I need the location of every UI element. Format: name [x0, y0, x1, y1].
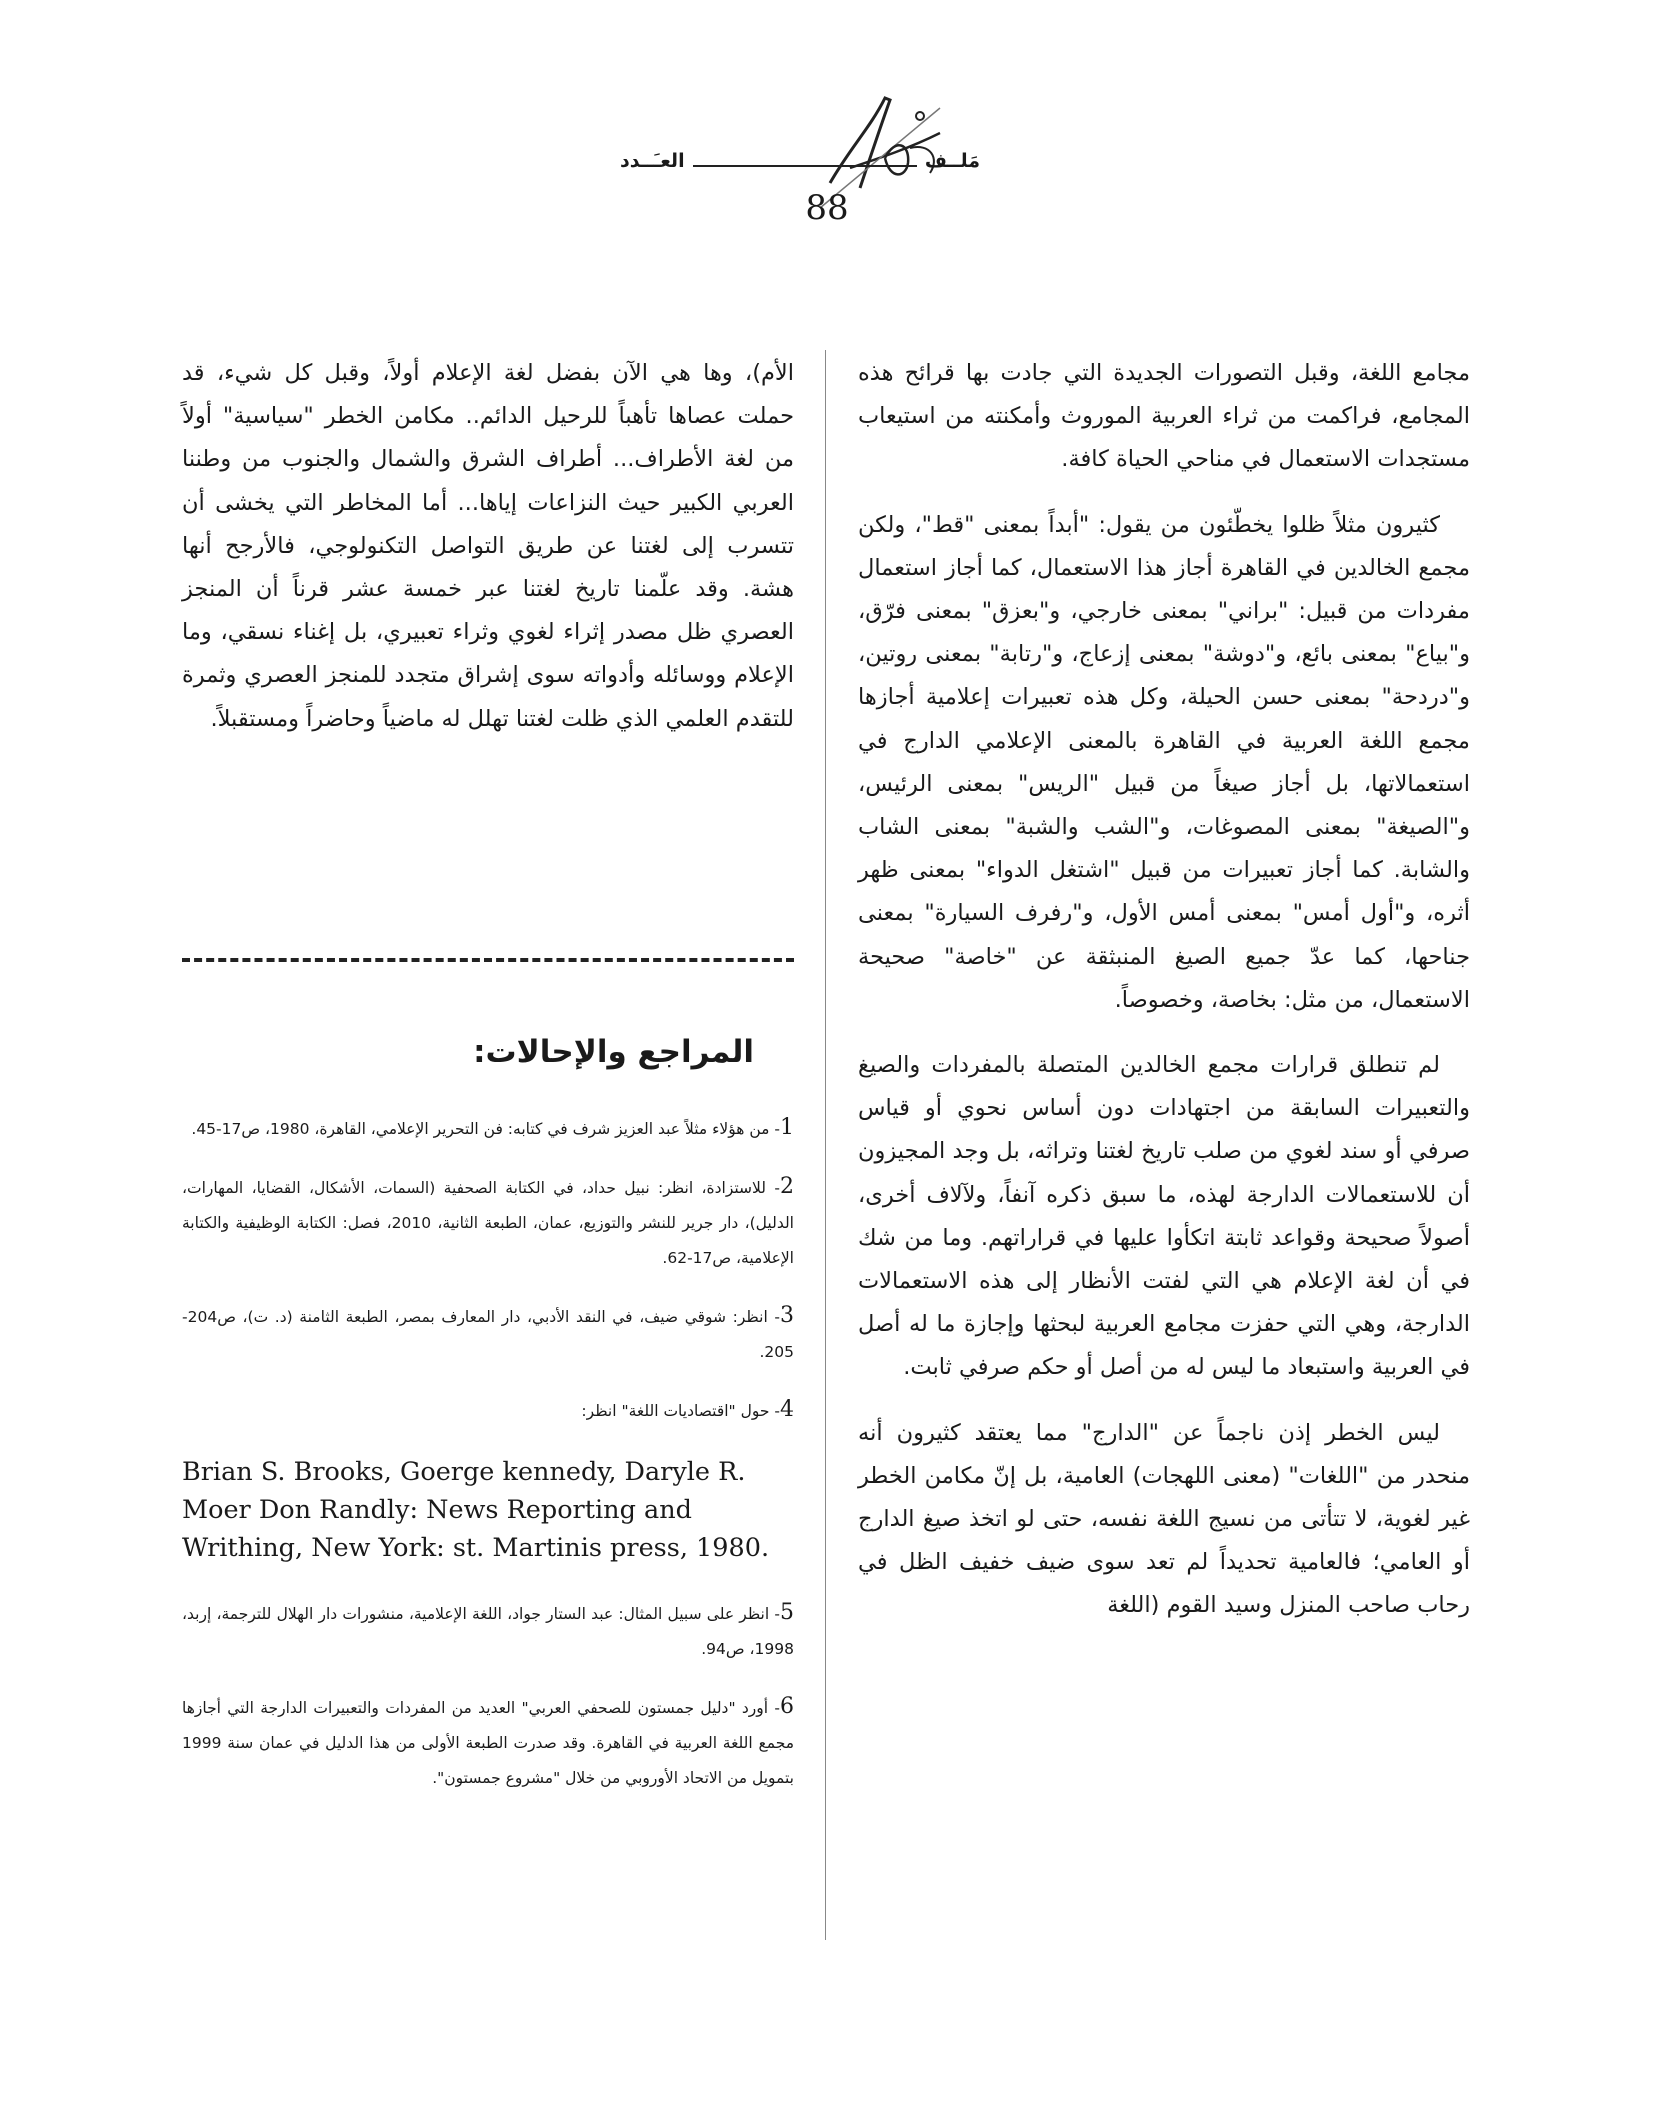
dashed-separator	[182, 958, 794, 962]
reference-text: من هؤلاء مثلاً عبد العزيز شرف في كتابه: فن التحرير الإعلامي، القاهرة، 1980، ص17-45.	[191, 1120, 770, 1138]
reference-text: انظر على سبيل المثال: عبد الستار جواد، اللغة الإعلامية، منشورات دار الهلال للترجمة، إربد، 1998، ص94.	[182, 1605, 794, 1658]
reference-item: 2- للاستزادة، انظر: نبيل حداد، في الكتابة الصحفية (السمات، الأشكال، القضايا، المهارات، الدليل)، دار جرير للنشر والتوزيع، عمان، الطبعة الثانية، 2010، فصل: الكتابة الوظيفية والكتابة الإعلامية، ص17-62.	[182, 1174, 794, 1267]
reference-item: 1- من هؤلاء مثلاً عبد العزيز شرف في كتابه: فن التحرير الإعلامي، القاهرة، 1980، ص17-45.	[191, 1115, 794, 1140]
reference-text: للاستزادة، انظر: نبيل حداد، في الكتابة الصحفية (السمات، الأشكال، القضايا، المهارات، الدليل)، دار جرير للنشر والتوزيع، عمان، الطبعة الثانية، 2010، فصل: الكتابة الوظيفية والكتابة الإعلامية، ص17-62.	[182, 1179, 794, 1267]
reference-item: 4- حول "اقتصاديات اللغة" انظر:	[581, 1397, 794, 1422]
left-paragraph: الأم)، وها هي الآن بفضل لغة الإعلام أولاً، وقبل كل شيء، قد حملت عصاها تأهباً للرحيل الدائم.. مكامن الخطر "سياسية" أولاً من لغة الأطراف... أطراف الشرق والشمال والجنوب من وطننا العربي الكبير حيث النزاعات إياها... أما المخاطر التي يخشى أن تتسرب إلى لغتنا عن طريق التواصل التكنولوجي، فالأرجح أنها هشة. وقد علّمنا تاريخ لغتنا عبر خمسة عشر قرناً أن المنجز العصري ظل مصدر إثراء لغوي وثراء تعبيري، بل إغناء نسقي، وما الإعلام ووسائله وأدواته سوى إشراق متجدد للمنجز العصري وثمرة للتقدم العلمي الذي ظلت لغتنا تهلل له ماضياً وحاضراً ومستقبلاً.	[182, 360, 794, 732]
left-column	[182, 352, 794, 763]
references-list	[182, 1110, 794, 1818]
reference-item: 5- انظر على سبيل المثال: عبد الستار جواد، اللغة الإعلامية، منشورات دار الهلال للترجمة، إربد، 1998، ص94.	[182, 1600, 794, 1658]
reference-text: أورد "دليل جمستون للصحفي العربي" العديد من المفردات والتعبيرات الدارجة التي أجازها مجمع اللغة العربية في القاهرة. وقد صدرت الطبعة الأولى من هذا الدليل في عمان سنة 1999 بتمويل من الاتحاد الأوروبي من خلال "مشروع جمستون".	[182, 1699, 794, 1787]
reference-number: 1	[780, 1115, 794, 1140]
references-title: المراجع والإحالات:	[473, 1034, 754, 1070]
reference-item: 6- أورد "دليل جمستون للصحفي العربي" العديد من المفردات والتعبيرات الدارجة التي أجازها مجمع اللغة العربية في القاهرة. وقد صدرت الطبعة الأولى من هذا الدليل في عمان سنة 1999 بتمويل من الاتحاد الأوروبي من خلال "مشروع جمستون".	[182, 1694, 794, 1787]
reference-text: حول "اقتصاديات اللغة" انظر:	[581, 1402, 770, 1420]
right-paragraph-3: لم تنطلق قرارات مجمع الخالدين المتصلة بالمفردات والصيغ والتعبيرات السابقة من اجتهادات دون أساس نحوي أو قياس صرفي أو سند لغوي من صلب تاريخ لغتنا وتراثه، بل وجد المجيزون أن للاستعمالات الدارجة لهذه، ما سبق ذكره آنفاً، ولآلاف أخرى، أصولاً صحيحة وقواعد ثابتة اتكأوا عليها في قراراتهم. وما من شك في أن لغة الإعلام هي التي لفتت الأنظار إلى هذه الاستعمالات الدارجة، وهي التي حفزت مجامع العربية لبحثها وإجازة ما له أصل في العربية واستبعاد ما ليس له من أصل أو حكم صرفي ثابت.	[858, 1052, 1470, 1381]
right-paragraph-2: كثيرون مثلاً ظلوا يخطّئون من يقول: "أبداً بمعنى "قط"، ولكن مجمع الخالدين في القاهرة أجاز هذا الاستعمال، كما أجاز استعمال مفردات من قبيل: "براني" بمعنى خارجي، و"بعزق" بمعنى فرّق، و"بياع" بمعنى بائع، و"دوشة" بمعنى إزعاج، و"رتابة" بمعنى روتين، و"دردحة" بمعنى حسن الحيلة، وكل هذه تعبيرات إعلامية أجازها مجمع اللغة العربية في القاهرة بالمعنى الإعلامي الدارج في استعمالاتها، بل أجاز صيغاً من قبيل "الريس" بمعنى الرئيس، و"الصيغة" بمعنى المصوغات، و"الشب والشبة" بمعنى الشاب والشابة. كما أجاز تعبيرات من قبيل "اشتغل الدواء" بمعنى ظهر أثره، و"أول أمس" بمعنى أمس الأول، و"رفرف السيارة" بمعنى جناحها، كما عدّ جميع الصيغ المنبثقة عن "خاصة" صحيحة الاستعمال، من مثل: بخاصة، وخصوصاً.	[858, 511, 1470, 1013]
column-divider	[825, 350, 826, 1940]
reference-item: 3- انظر: شوقي ضيف، في النقد الأدبي، دار المعارف بمصر، الطبعة الثامنة (د. ت)، ص204-205.	[182, 1303, 794, 1361]
section-label-file: مَلــف	[924, 150, 980, 172]
reference-number: 2	[780, 1174, 794, 1199]
latin-citation: Brian S. Brooks, Goerge kennedy, Daryle R. Moer Don Randly: News Reporting and Writhing, New York: st. Martinis press, 1980.	[182, 1457, 770, 1563]
reference-number: 6	[780, 1694, 794, 1719]
reference-number: 4	[780, 1397, 794, 1422]
page-number: 88	[805, 188, 849, 228]
reference-text: انظر: شوقي ضيف، في النقد الأدبي، دار المعارف بمصر، الطبعة الثامنة (د. ت)، ص204-205.	[182, 1308, 794, 1361]
reference-number: 3	[780, 1303, 794, 1328]
reference-number: 5	[780, 1600, 794, 1625]
right-column	[858, 352, 1470, 1650]
page-header	[0, 0, 1654, 230]
right-paragraph-1: مجامع اللغة، وقبل التصورات الجديدة التي جادت بها قرائح هذه المجامع، فراكمت من ثراء العربية الموروث وأمكنته من استيعاب مستجدات الاستعمال في مناحي الحياة كافة.	[858, 360, 1470, 473]
section-label	[620, 150, 980, 173]
right-paragraph-4: ليس الخطر إذن ناجماً عن "الدارج" مما يعتقد كثيرون أنه منحدر من "اللغات" (معنى اللهجات) العامية، بل إنّ مكامن الخطر غير لغوية، لا تتأتى من نسيج اللغة نفسه، حتى لو اتخذ صيغ الدارج أو العامي؛ فالعامية تحديداً لم تعد سوى ضيف خفيف الظل في رحاب صاحب المنزل وسيد القوم (اللغة	[858, 1419, 1470, 1619]
section-label-rule	[693, 165, 917, 167]
section-label-issue: العـَــدد	[620, 150, 685, 172]
